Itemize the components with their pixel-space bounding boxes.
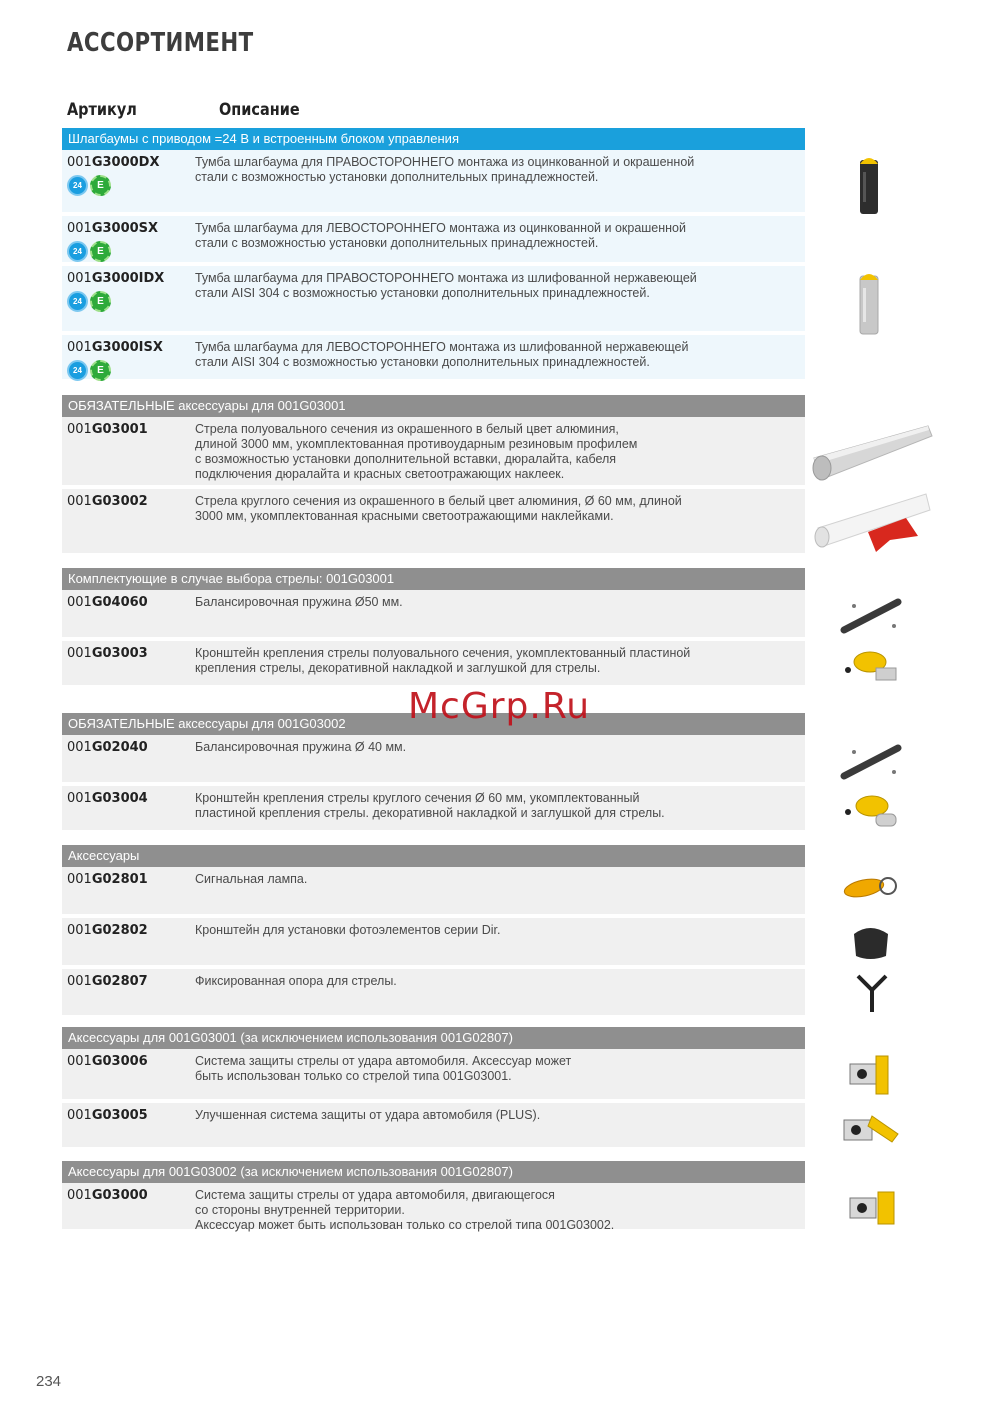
- sku: 001G03005: [67, 1108, 148, 1123]
- section-header: Аксессуары: [62, 845, 805, 867]
- section-mandatory-g03002: [62, 713, 805, 834]
- description: Система защиты стрелы от удара автомобиля, двигающегося со стороны внутренней территории. Аксессуар может быть использован только со стрелой типа 001G03002.: [195, 1188, 615, 1232]
- description: Стрела круглого сечения из окрашенного в белый цвет алюминия, Ø 60 мм, длиной 3000 мм, укомплектованная красными светоотражающими наклейками.: [195, 494, 682, 523]
- sku: 001G03004: [67, 791, 148, 806]
- description: Фиксированная опора для стрелы.: [195, 974, 397, 988]
- table-row: [62, 918, 805, 969]
- sku: 001G02807: [67, 974, 148, 989]
- table-row: [62, 1103, 805, 1151]
- description: Кронштейн для установки фотоэлементов серии Dir.: [195, 923, 501, 937]
- sku: 001G04060: [67, 595, 148, 610]
- table-row: [62, 969, 805, 1019]
- description: Система защиты стрелы от удара автомобиля. Аксессуар может быть использован только со стрелой типа 001G03001.: [195, 1054, 572, 1083]
- description: Тумба шлагбаума для ЛЕВОСТОРОННЕГО монтажа из шлифованной нержавеющей стали AISI 304 с возможностью установки дополнительных принадлежностей.: [195, 340, 689, 369]
- page-number: 234: [36, 1373, 62, 1390]
- sku-column-header: Артикул: [67, 100, 137, 120]
- section-components-g03001: [62, 568, 805, 689]
- description: Тумба шлагбаума для ЛЕВОСТОРОННЕГО монтажа из оцинкованной и окрашенной стали с возможностью установки дополнительных принадлежностей.: [195, 221, 686, 250]
- description: Кронштейн крепления стрелы полуовального сечения, укомплектованный пластиной крепления стрелы, декоративной накладкой и заглушкой для стрелы.: [195, 646, 691, 675]
- section-header: Аксессуары для 001G03001 (за исключением использования 001G02807): [62, 1027, 805, 1049]
- sku: 001G03001: [67, 422, 148, 437]
- table-row: [62, 216, 805, 266]
- section-header: ОБЯЗАТЕЛЬНЫЕ аксессуары для 001G03001: [62, 395, 805, 417]
- photocell-bracket-image: [846, 920, 896, 964]
- fixed-support-image: [852, 972, 892, 1016]
- section-header: ОБЯЗАТЕЛЬНЫЕ аксессуары для 001G03002: [62, 713, 805, 735]
- breakaway-system-image: [842, 1050, 902, 1100]
- section-accessories-g03001: [62, 1027, 805, 1151]
- sku: 001G3000SX: [67, 221, 159, 236]
- sku: 001G3000DX: [67, 155, 160, 170]
- section-barriers: [62, 128, 805, 383]
- section-accessories-g03002: [62, 1161, 805, 1233]
- sku: 001G02040: [67, 740, 148, 755]
- table-row: [62, 489, 805, 557]
- 24v-badge-icon: 24: [67, 241, 88, 262]
- energy-badge-icon: E: [90, 175, 111, 196]
- barrier-cabinet-dark-image: [852, 150, 886, 218]
- round-boom-image: [810, 490, 934, 562]
- description-column-header: Описание: [219, 100, 300, 120]
- sku: 001G02801: [67, 872, 148, 887]
- description: Сигнальная лампа.: [195, 872, 308, 886]
- sku: 001G02802: [67, 923, 148, 938]
- signal-lamp-image: [840, 870, 902, 914]
- inner-breakaway-image: [842, 1186, 902, 1230]
- description: Балансировочная пружина Ø50 мм.: [195, 595, 403, 609]
- semi-oval-boom-image: [810, 420, 934, 488]
- section-header: Шлагбаумы с приводом =24 В и встроенным блоком управления: [62, 128, 805, 150]
- table-row: [62, 590, 805, 641]
- table-row: [62, 266, 805, 335]
- table-row: [62, 867, 805, 918]
- sku: 001G3000IDX: [67, 271, 165, 286]
- table-row: [62, 150, 805, 216]
- description: Улучшенная система защиты от удара автомобиля (PLUS).: [195, 1108, 541, 1122]
- table-row: [62, 1183, 805, 1233]
- sku: 001G03006: [67, 1054, 148, 1069]
- sku: 001G03000: [67, 1188, 148, 1203]
- energy-badge-icon: E: [90, 360, 111, 381]
- section-accessories: [62, 845, 805, 1019]
- page-title: АССОРТИМЕНТ: [67, 28, 254, 58]
- section-header: Комплектующие в случае выбора стрелы: 001G03001: [62, 568, 805, 590]
- 24v-badge-icon: 24: [67, 360, 88, 381]
- energy-badge-icon: E: [90, 241, 111, 262]
- section-header: Аксессуары для 001G03002 (за исключением использования 001G02807): [62, 1161, 805, 1183]
- description: Балансировочная пружина Ø 40 мм.: [195, 740, 407, 754]
- badges: [67, 175, 111, 196]
- spring-50-image: [838, 596, 904, 638]
- description: Тумба шлагбаума для ПРАВОСТОРОННЕГО монтажа из оцинкованной и окрашенной стали с возможностью установки дополнительных принадлежностей.: [195, 155, 695, 184]
- description: Тумба шлагбаума для ПРАВОСТОРОННЕГО монтажа из шлифованной нержавеющей стали AISI 304 с возможностью установки дополнительных принадлежностей.: [195, 271, 697, 300]
- description: Стрела полуовального сечения из окрашенного в белый цвет алюминия, длиной 3000 мм, укомплектованная противоударным резиновым профилем с возможностью установки дополнительной вставки, дюралайта, кабеля подключения дюралайта и красных светоотражающих наклеек.: [195, 422, 638, 481]
- table-row: [62, 641, 805, 689]
- round-bracket-image: [838, 790, 904, 834]
- table-row: [62, 735, 805, 786]
- table-row: [62, 417, 805, 489]
- badges: [67, 291, 111, 312]
- badges: [67, 241, 111, 262]
- spring-40-image: [838, 742, 904, 784]
- table-row: [62, 335, 805, 383]
- watermark: McGrp.Ru: [408, 686, 591, 727]
- 24v-badge-icon: 24: [67, 291, 88, 312]
- sku: 001G03002: [67, 494, 148, 509]
- description: Кронштейн крепления стрелы круглого сечения Ø 60 мм, укомплектованный пластиной крепления стрелы. декоративной накладкой и заглушкой для стрелы.: [195, 791, 665, 820]
- 24v-badge-icon: 24: [67, 175, 88, 196]
- barrier-cabinet-steel-image: [852, 266, 886, 338]
- semi-oval-bracket-image: [838, 644, 904, 688]
- sku: 001G3000ISX: [67, 340, 163, 355]
- sku: 001G03003: [67, 646, 148, 661]
- table-row: [62, 786, 805, 834]
- section-mandatory-g03001: [62, 395, 805, 557]
- energy-badge-icon: E: [90, 291, 111, 312]
- badges: [67, 360, 111, 381]
- table-row: [62, 1049, 805, 1103]
- breakaway-plus-image: [836, 1106, 906, 1150]
